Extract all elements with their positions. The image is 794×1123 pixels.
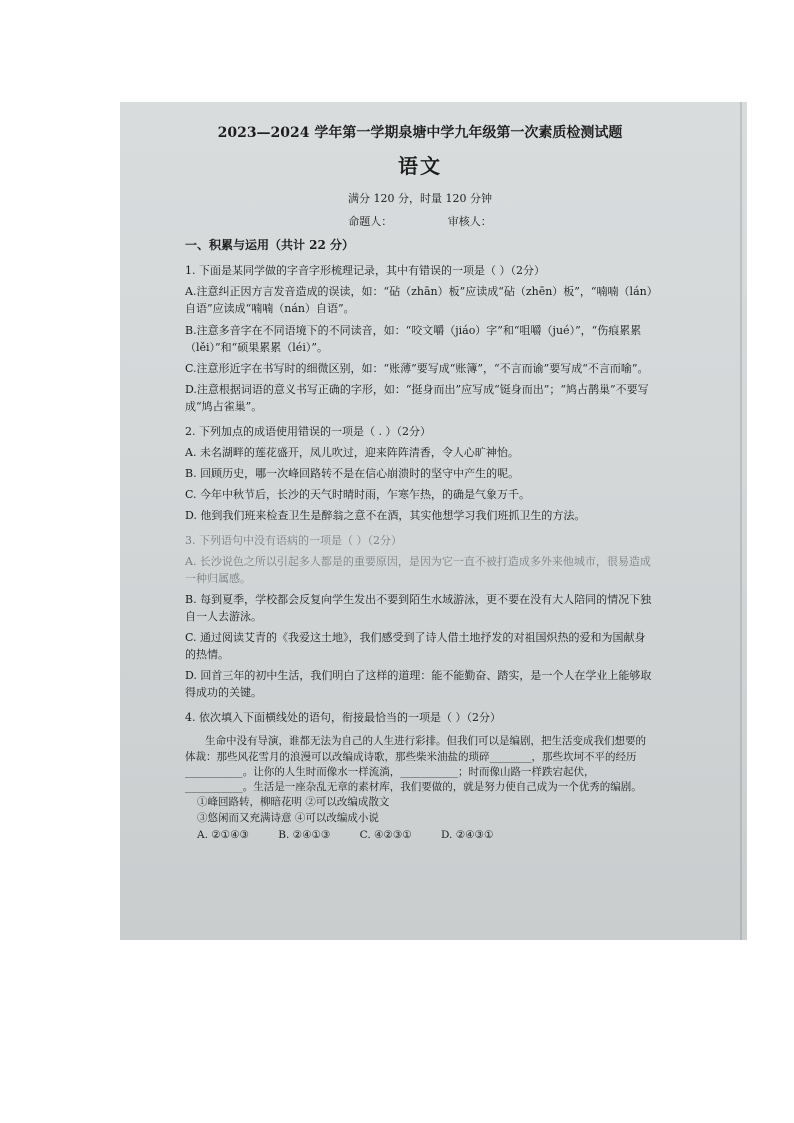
question-stem: 3. 下列语句中没有语病的一项是（ ）（2分） [185,533,402,547]
option-c: C. 今年中秋节后，长沙的天气时晴时雨，乍寒乍热，的确是气象万千。 [185,487,531,501]
author-reviewer-line [185,213,655,230]
exam-content [185,120,655,843]
section-heading: 一、积累与运用（共计 22 分） [185,237,355,252]
option-d: D.注意根据词语的意义书写正确的字形，如：“挺身而出”应写成“铤身而出”；“鸠占鹊巢”不要写成“鸠占雀巢”。 [185,382,649,413]
question-stem: 4. 依次填入下面横线处的语句，衔接最恰当的一项是（ ）（2分） [185,711,501,725]
option-c: C. 通过阅读艾青的《我爱这土地》，我们感受到了诗人借土地抒发的对祖国炽热的爱和为国献身的热情。 [185,631,646,662]
question-stem: 2. 下列加点的成语使用错误的一项是（ . ）（2分） [185,424,431,438]
option-a: A. 未名湖畔的莲花盛开，凤儿吹过，迎来阵阵清香，令人心旷神怡。 [185,445,519,459]
option-a: A. 长沙说色之所以引起多人都是的重要原因，是因为它一直不被打造成多外来他城市，很易造成一种归属感。 [185,555,651,586]
reviewer-label: 审核人： [447,214,492,228]
option-c: C.注意形近字在书写时的细微区别，如：“账薄”要写成“账簿”，“不言而谕”要写成“不言而喻”。 [185,361,649,375]
question-1 [185,262,655,414]
score-time-info: 满分 120 分，时量 120 分钟 [348,191,492,205]
option-b: B. 回顾历史，哪一次峰回路转不是在信心崩溃时的坚守中产生的呢。 [185,466,520,480]
passage-text: 生命中没有导演，谁都无法为自己的人生进行彩排。但我们可以是编剧，把生活变成我们想要的体裁：那些风花雪月的浪漫可以改编成诗歌，那些柴米油盐的琐碎________，那些坎坷不平的经历___________。让你的人生时而像水一样流淌，___________；时而像山路一样跌宕起伏，___________。生活是一座杂乱无章的素材库，我们要做的，就是努力使自己成为一个优秀的编剧。 [185,735,646,794]
option-b: B. 每到夏季，学校都会反复向学生发出不要到陌生水域游泳，更不要在没有大人陪同的情况下独自一人去游泳。 [185,593,652,624]
question-4 [185,709,655,843]
answer-choices [197,827,655,843]
author-label: 命题人： [348,214,393,228]
option-d: D. 他到我们班来检查卫生是醉翁之意不在酒，其实他想学习我们班抓卫生的方法。 [185,508,586,522]
option-list [197,795,655,827]
option-d: D. 回首三年的初中生活，我们明白了这样的道理：能不能勤奋、踏实，是一个人在学业上能够取得成功的关键。 [185,669,652,700]
choice-d: D. ②④③① [441,828,494,841]
choice-c: C. ④②③① [359,828,412,841]
option-a: A.注意纠正因方言发音造成的误读，如：“砧（zhān）板”应读成“砧（zhēn）板”，“喃喃（lán）自语”应读成“喃喃（nán）自语”。 [185,285,653,316]
question-2 [185,423,655,524]
question-stem: 1. 下面是某同学做的字音字形梳理记录，其中有错误的一项是（ ）（2分） [185,264,545,278]
option-line: ①峰回路转，柳暗花明 ②可以改编成散文 [197,796,390,809]
option-line: ③悠闲而又充满诗意 ④可以改编成小说 [197,812,379,825]
subject-title: 语文 [398,153,442,178]
choice-b: B. ②④①③ [278,828,331,841]
question-3 [185,532,655,701]
exam-title: 2023—2024 学年第一学期泉塘中学九年级第一次素质检测试题 [217,125,623,141]
choice-a: A. ②①④③ [197,828,249,841]
page-fold-line [740,102,742,940]
option-b: B.注意多音字在不同语境下的不同读音，如：“咬文嚼（jiáo）字”和“咀嚼（jué）”，“伤痕累累（lěi）”和“硕果累累（léi）”。 [185,323,642,354]
